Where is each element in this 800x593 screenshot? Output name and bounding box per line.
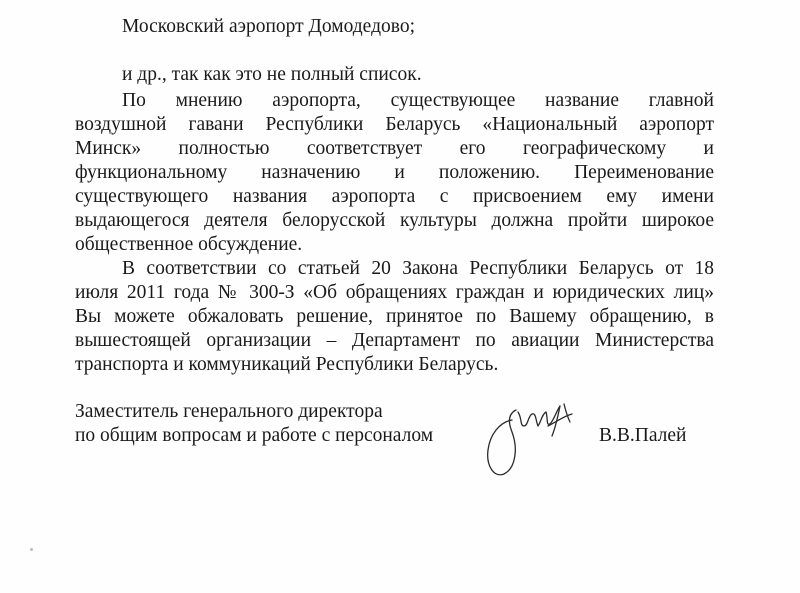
text-line-7: существующего названия аэропорта с присвоением ему имени <box>75 186 714 207</box>
text-line-3: По мнению аэропорта, существующее название главной <box>122 90 714 111</box>
text-line-2: и др., так как это не полный список. <box>122 64 422 85</box>
text-line-1: Московский аэропорт Домодедово; <box>122 16 415 37</box>
text-line-12: Вы можете обжаловать решение, принятое по Вашему обращению, в <box>75 306 714 327</box>
text-line-11: июля 2011 года № 300-З «Об обращениях граждан и юридических лиц» <box>75 282 714 303</box>
handwritten-signature <box>478 392 588 492</box>
text-line-14: транспорта и коммуникаций Республики Беларусь. <box>75 354 499 375</box>
text-line-5: Минск» полностью соответствует его географическому и <box>75 138 714 159</box>
text-line-13: вышестоящей организации – Департамент по авиации Министерства <box>75 330 714 351</box>
signatory-title-line-2: по общим вопросам и работе с персоналом <box>75 425 434 446</box>
signatory-title-line-1: Заместитель генерального директора <box>75 401 383 422</box>
text-line-9: общественное обсуждение. <box>75 234 303 255</box>
text-line-10: В соответствии со статьей 20 Закона Республики Беларусь от 18 <box>122 258 714 279</box>
scan-speck <box>30 548 33 551</box>
text-line-6: функциональному назначению и положению. Переименование <box>75 162 714 183</box>
text-line-8: выдающегося деятеля белорусской культуры должна пройти широкое <box>75 210 714 231</box>
signatory-name: В.В.Палей <box>599 425 687 446</box>
text-line-4: воздушной гавани Республики Беларусь «Национальный аэропорт <box>75 114 714 135</box>
